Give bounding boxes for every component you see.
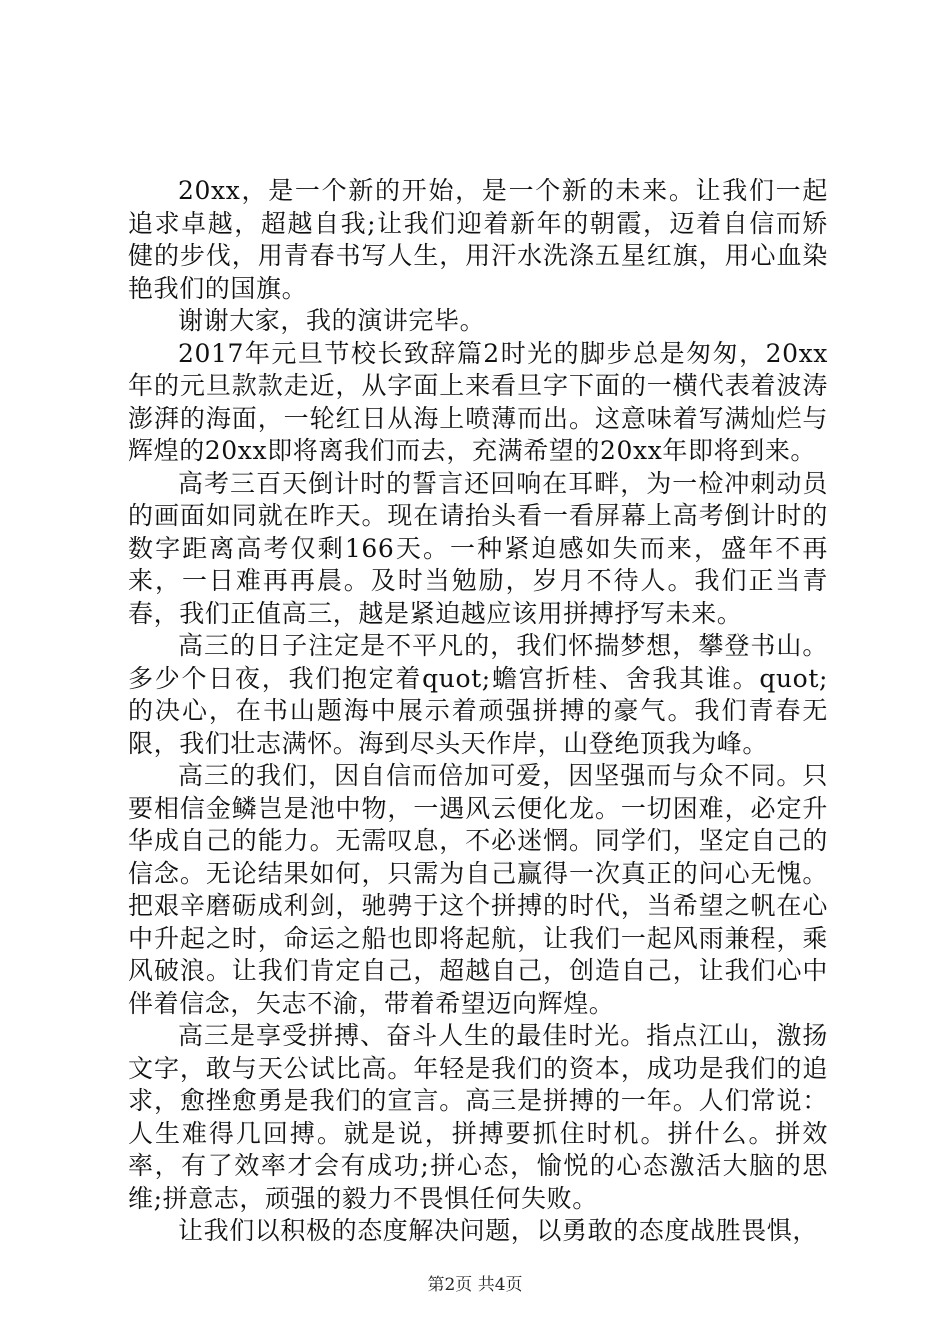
- paragraph: 高三是享受拼搏、奋斗人生的最佳时光。指点江山，激扬文字，敢与天公试比高。年轻是我们的资本，成功是我们的追求，愈挫愈勇是我们的宣言。高三是拼搏的一年。人们常说：人生难得几回搏。就是说，拼搏要抓住时机。拼什么。拼效率，有了效率才会有成功;拼心态，愉悦的心态激活大脑的思维;拼意志，顽强的毅力不畏惧任何失败。: [128, 1021, 828, 1213]
- paragraph: 高考三百天倒计时的誓言还回响在耳畔，为一检冲刺动员的画面如同就在昨天。现在请抬头看一看屏幕上高考倒计时的数字距离高考仅剩166天。一种紧迫感如失而来，盛年不再来，一日难再再晨。及时当勉励，岁月不待人。我们正当青春，我们正值高三，越是紧迫越应该用拼搏抒写未来。: [128, 468, 828, 628]
- paragraph: 20xx，是一个新的开始，是一个新的未来。让我们一起追求卓越，超越自我;让我们迎着新年的朝霞，迈着自信而矫健的步伐，用青春书写人生，用汗水洗涤五星红旗，用心血染艳我们的国旗。: [128, 176, 828, 303]
- paragraph: 2017年元旦节校长致辞篇2时光的脚步总是匆匆，20xx年的元旦款款走近，从字面上来看旦字下面的一横代表着波涛澎湃的海面，一轮红日从海上喷薄而出。这意味着写满灿烂与辉煌的20xx即将离我们而去，充满希望的20xx年即将到来。: [128, 338, 828, 465]
- paragraph: 谢谢大家，我的演讲完毕。: [178, 306, 486, 335]
- paragraph: 让我们以积极的态度解决问题，以勇敢的态度战胜畏惧，: [178, 1216, 819, 1245]
- document-body: [128, 175, 828, 1248]
- paragraph: 高三的我们，因自信而倍加可爱，因坚强而与众不同。只要相信金鳞岂是池中物，一遇风云便化龙。一切困难，必定升华成自己的能力。无需叹息，不必迷惘。同学们，坚定自己的信念。无论结果如何，只需为自己赢得一次真正的问心无愧。把艰辛磨砺成利剑，驰骋于这个拼搏的时代，当希望之帆在心中升起之时，命运之船也即将起航，让我们一起风雨兼程，乘风破浪。让我们肯定自己，超越自己，创造自己，让我们心中伴着信念，矢志不渝，带着希望迈向辉煌。: [128, 761, 828, 1018]
- page-number-footer: 第2页 共4页: [427, 1275, 523, 1295]
- paragraph: 高三的日子注定是不平凡的，我们怀揣梦想，攀登书山。多少个日夜，我们抱定着quot;蟾宫折桂、舍我其谁。quot;的决心，在书山题海中展示着顽强拼搏的豪气。我们青春无限，我们壮志满怀。海到尽头天作岸，山登绝顶我为峰。: [128, 631, 828, 758]
